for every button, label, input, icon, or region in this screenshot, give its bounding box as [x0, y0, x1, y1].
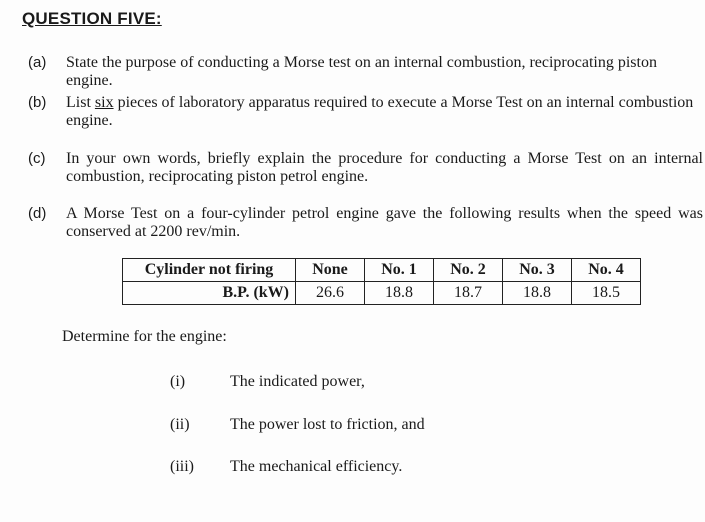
question-b: [28, 94, 703, 134]
question-b-label: (b): [28, 94, 47, 111]
table-col-header: No. 2: [434, 259, 503, 282]
question-d: [28, 205, 703, 245]
table-cell: 18.5: [572, 282, 641, 305]
question-c: [28, 150, 703, 190]
question-c-label: (c): [28, 150, 46, 167]
question-a-text: State the purpose of conducting a Morse test on an internal combustion, reciprocating piston engine.: [66, 54, 657, 89]
table-col-header: No. 1: [365, 259, 434, 282]
sub-item-text: The mechanical efficiency.: [230, 458, 403, 475]
table-row: [123, 282, 641, 305]
sub-item-number: (iii): [170, 458, 194, 475]
morse-test-results-table: [122, 258, 641, 305]
question-heading: QUESTION FIVE:: [22, 9, 162, 28]
table-col-header: No. 3: [503, 259, 572, 282]
question-d-label: (d): [28, 205, 47, 222]
sub-item-text: The power lost to friction, and: [230, 416, 425, 433]
question-a-label: (a): [28, 54, 47, 71]
table-col-header: None: [296, 259, 365, 282]
table-col-header: No. 4: [572, 259, 641, 282]
table-cell: 18.8: [503, 282, 572, 305]
table-cell: 18.7: [434, 282, 503, 305]
determine-prompt: Determine for the engine:: [62, 328, 227, 345]
table-row-label: B.P. (kW): [123, 282, 296, 305]
sub-item-number: (ii): [170, 416, 190, 433]
table-header-row: [123, 259, 641, 282]
question-b-underlined-word: six: [94, 94, 114, 111]
sub-item-text: The indicated power,: [230, 373, 365, 390]
table-cell: 26.6: [296, 282, 365, 305]
table-cell: 18.8: [365, 282, 434, 305]
question-b-text-start: List: [66, 94, 95, 111]
question-b-text: [66, 94, 703, 130]
table-header-label: Cylinder not firing: [123, 259, 296, 282]
sub-item-number: (i): [170, 373, 186, 390]
question-a: [28, 54, 703, 94]
question-d-text: A Morse Test on a four-cylinder petrol engine gave the following results when the speed was conserved at 2200 rev/min.: [66, 205, 703, 240]
question-b-text-end: pieces of laboratory apparatus required to execute a Morse Test on an internal combustion engine.: [66, 94, 694, 129]
question-c-text: In your own words, briefly explain the procedure for conducting a Morse Test on an internal combustion, reciprocating piston petrol engine.: [66, 150, 703, 185]
